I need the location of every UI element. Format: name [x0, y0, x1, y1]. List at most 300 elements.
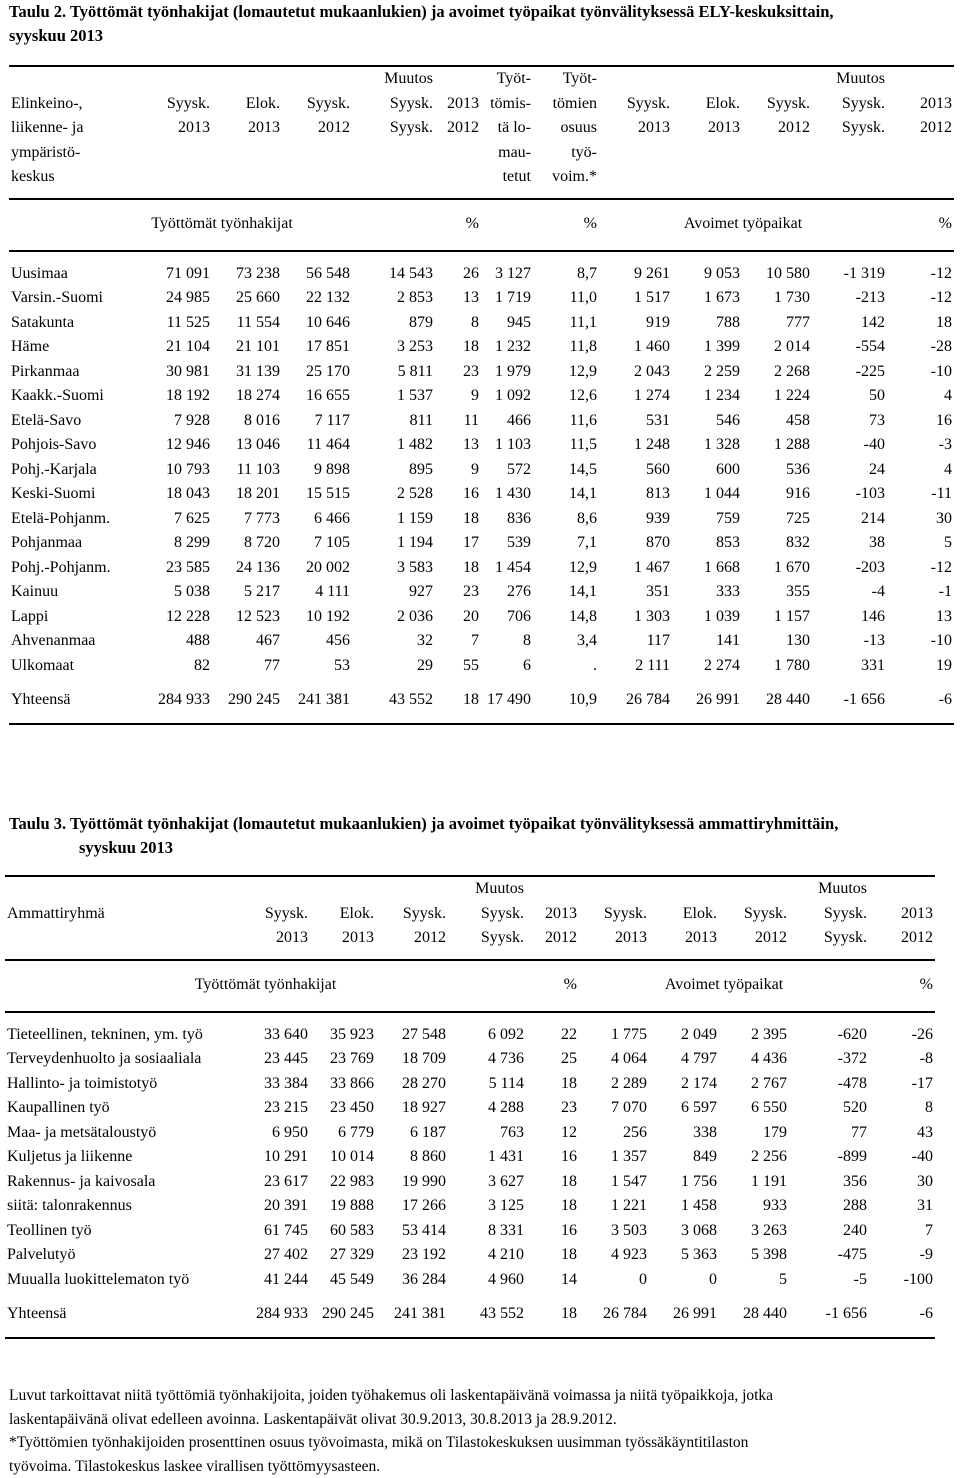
spacer-row [5, 1292, 935, 1302]
table-cell: 488 [139, 629, 212, 654]
row-label: Kaakk.-Suomi [9, 384, 139, 409]
header-cell [212, 141, 282, 166]
table-cell: 4 923 [579, 1243, 649, 1268]
table-cell: 1 756 [649, 1170, 719, 1195]
table-cell: 879 [352, 311, 435, 336]
footnote-line: Luvut tarkoittavat niitä työttömiä työnhakijoita, joiden työhakemus oli laskentapäivänä voimassa ja niitä työpaikkoja, jotka [9, 1384, 949, 1408]
table-cell: 2 853 [352, 286, 435, 311]
table-cell: 55 [435, 654, 481, 679]
table-cell: 12 [526, 1121, 579, 1146]
table-cell: 7,1 [533, 531, 599, 556]
table-cell: 17 [435, 531, 481, 556]
table-cell: 466 [481, 409, 533, 434]
header-cell: Elok. [672, 92, 742, 117]
table-cell: 10 291 [243, 1145, 310, 1170]
table-cell: 18 [526, 1194, 579, 1219]
table3 [5, 875, 935, 1339]
table2 [9, 65, 954, 725]
table-cell: 16 [526, 1219, 579, 1244]
table-cell: -899 [789, 1145, 869, 1170]
header-cell: Työt- [533, 66, 599, 92]
row-label: Muualla luokittelematon työ [5, 1268, 243, 1293]
header-cell: 2012 [282, 116, 352, 141]
table-cell: 17 266 [376, 1194, 448, 1219]
table-cell: 813 [599, 482, 672, 507]
table-cell: 919 [599, 311, 672, 336]
row-label: Terveydenhuolto ja sosiaaliala [5, 1047, 243, 1072]
header-cell: Syysk. [742, 92, 812, 117]
header-cell: Syysk. [579, 902, 649, 927]
table-cell: 3 627 [448, 1170, 526, 1195]
table-cell: 2 049 [649, 1023, 719, 1048]
band-vacancies-label: Avoimet työpaikat [579, 960, 869, 1012]
table-cell: 2 256 [719, 1145, 789, 1170]
table-row [9, 335, 954, 360]
table-cell: -11 [887, 482, 954, 507]
header-cell [212, 66, 282, 92]
header-cell [672, 141, 742, 166]
table-cell: 14,5 [533, 458, 599, 483]
table-cell: 32 [352, 629, 435, 654]
table-cell: 1 517 [599, 286, 672, 311]
table-cell: 933 [719, 1194, 789, 1219]
table-cell: 9 [435, 384, 481, 409]
table-cell: 23 450 [310, 1096, 376, 1121]
table-cell: 13 046 [212, 433, 282, 458]
table-row [9, 360, 954, 385]
total-row [5, 1302, 935, 1327]
table-cell: 1 482 [352, 433, 435, 458]
table-cell: 355 [742, 580, 812, 605]
table-cell: -103 [812, 482, 887, 507]
table-cell: 24 [812, 458, 887, 483]
header-cell [599, 141, 672, 166]
table-cell: 467 [212, 629, 282, 654]
spacer-row [5, 1327, 935, 1338]
table-row [5, 1219, 935, 1244]
table-cell: 4 [887, 384, 954, 409]
header-cell: Syysk. [812, 116, 887, 141]
table-cell: 11,1 [533, 311, 599, 336]
header-cell: Työt- [481, 66, 533, 92]
table-row [9, 433, 954, 458]
row-label: Tieteellinen, tekninen, ym. työ [5, 1023, 243, 1048]
table-cell: 82 [139, 654, 212, 679]
header-row-label: Ammattiryhmä [5, 902, 243, 927]
table3-unit-band [5, 960, 935, 1012]
table-cell: 21 104 [139, 335, 212, 360]
header-row-label [5, 876, 243, 902]
table-cell: 7 117 [282, 409, 352, 434]
header-cell [719, 876, 789, 902]
header-cell [887, 165, 954, 199]
header-row-label: liikenne- ja [9, 116, 139, 141]
total-cell: 26 991 [672, 688, 742, 713]
spacer-row [9, 713, 954, 724]
header-cell [649, 876, 719, 902]
table-cell: 35 923 [310, 1023, 376, 1048]
table-cell: -1 [887, 580, 954, 605]
header-cell: Syysk. [789, 902, 869, 927]
table-cell: 30 [869, 1170, 935, 1195]
table-cell: 12,6 [533, 384, 599, 409]
table-cell: 12 228 [139, 605, 212, 630]
table-cell: 33 384 [243, 1072, 310, 1097]
header-cell: työ- [533, 141, 599, 166]
total-cell: 28 440 [719, 1302, 789, 1327]
table-cell: 41 244 [243, 1268, 310, 1293]
table-cell: 4 736 [448, 1047, 526, 1072]
header-row [9, 116, 954, 141]
table-row [5, 1121, 935, 1146]
header-cell [672, 66, 742, 92]
table-cell: 4 [887, 458, 954, 483]
table-cell: 1 191 [719, 1170, 789, 1195]
table-row [5, 1170, 935, 1195]
table-cell: 1 234 [672, 384, 742, 409]
table-cell: 117 [599, 629, 672, 654]
table-cell: 1 194 [352, 531, 435, 556]
table-cell: 15 515 [282, 482, 352, 507]
table-cell: 2 395 [719, 1023, 789, 1048]
total-cell: 290 245 [310, 1302, 376, 1327]
table-cell: 11,6 [533, 409, 599, 434]
table-cell: 356 [789, 1170, 869, 1195]
row-label: Pohjanmaa [9, 531, 139, 556]
header-cell: Muutos [448, 876, 526, 902]
table-cell: 240 [789, 1219, 869, 1244]
table-cell: 26 [435, 262, 481, 287]
row-label: Ulkomaat [9, 654, 139, 679]
header-cell: Muutos [789, 876, 869, 902]
total-label: Yhteensä [5, 1302, 243, 1327]
table-cell: 77 [789, 1121, 869, 1146]
table-cell: 23 [435, 580, 481, 605]
table-cell: 763 [448, 1121, 526, 1146]
table-cell: 12,9 [533, 556, 599, 581]
header-cell: Muutos [352, 66, 435, 92]
table-cell: 600 [672, 458, 742, 483]
table-cell: -13 [812, 629, 887, 654]
row-label: Keski-Suomi [9, 482, 139, 507]
table-row [9, 409, 954, 434]
header-cell: 2012 [719, 926, 789, 960]
table-cell: 27 402 [243, 1243, 310, 1268]
table-cell: 2 111 [599, 654, 672, 679]
header-cell: 2013 [243, 926, 310, 960]
table-cell: 21 101 [212, 335, 282, 360]
table-cell: 141 [672, 629, 742, 654]
table-row [9, 262, 954, 287]
header-cell: Syysk. [352, 116, 435, 141]
header-cell [599, 165, 672, 199]
row-label: Rakennus- ja kaivosala [5, 1170, 243, 1195]
table-cell: 29 [352, 654, 435, 679]
header-cell: 2013 [310, 926, 376, 960]
row-label: Pirkanmaa [9, 360, 139, 385]
table-cell: 2 268 [742, 360, 812, 385]
table2-unit-band [9, 199, 954, 251]
table-cell: 19 888 [310, 1194, 376, 1219]
table-cell: 3 583 [352, 556, 435, 581]
table-cell: 22 983 [310, 1170, 376, 1195]
total-cell: -1 656 [812, 688, 887, 713]
header-cell: Syysk. [139, 92, 212, 117]
header-cell [282, 165, 352, 199]
header-cell: tä lo- [481, 116, 533, 141]
table-cell: 1 547 [579, 1170, 649, 1195]
table-cell: 14,1 [533, 482, 599, 507]
table-cell: 788 [672, 311, 742, 336]
table-cell: 3 253 [352, 335, 435, 360]
header-cell: Syysk. [376, 902, 448, 927]
table-row [9, 629, 954, 654]
table-cell: 10 646 [282, 311, 352, 336]
table-cell: 18 043 [139, 482, 212, 507]
table-cell: 18 [887, 311, 954, 336]
table-cell: 2 528 [352, 482, 435, 507]
header-cell: Elok. [212, 92, 282, 117]
table-cell: 11 554 [212, 311, 282, 336]
table2-title-line2: syyskuu 2013 [9, 24, 954, 48]
table-cell: 8 720 [212, 531, 282, 556]
header-row [5, 876, 935, 902]
header-cell [139, 165, 212, 199]
row-label: siitä: talonrakennus [5, 1194, 243, 1219]
total-cell: -1 656 [789, 1302, 869, 1327]
table-cell: 23 585 [139, 556, 212, 581]
header-cell: Syysk. [352, 92, 435, 117]
header-cell: Syysk. [282, 92, 352, 117]
table-row [9, 311, 954, 336]
table-cell: 6 187 [376, 1121, 448, 1146]
table-cell: 16 [887, 409, 954, 434]
table-cell: 2 767 [719, 1072, 789, 1097]
table-cell: 6 092 [448, 1023, 526, 1048]
table-cell: 18 [435, 507, 481, 532]
table-cell: 73 [812, 409, 887, 434]
table-cell: 1 399 [672, 335, 742, 360]
header-cell [742, 165, 812, 199]
table-cell: 276 [481, 580, 533, 605]
header-cell: 2012 [742, 116, 812, 141]
table-row [5, 1194, 935, 1219]
table-row [9, 580, 954, 605]
table-cell: -28 [887, 335, 954, 360]
table-cell: 256 [579, 1121, 649, 1146]
table-cell: 8 299 [139, 531, 212, 556]
table-cell: 7 [435, 629, 481, 654]
total-cell: 26 784 [579, 1302, 649, 1327]
table2-title-line1: Taulu 2. Työttömät työnhakijat (lomautetut mukaanlukien) ja avoimet työpaikat työnvälityksessä ELY-keskuksittain, [9, 2, 834, 21]
header-cell [212, 165, 282, 199]
table-cell: 31 139 [212, 360, 282, 385]
table-cell: 10 014 [310, 1145, 376, 1170]
table-cell: 8 [435, 311, 481, 336]
header-row [5, 926, 935, 960]
table-cell: 5 363 [649, 1243, 719, 1268]
table-cell: 17 851 [282, 335, 352, 360]
table-cell: 7 928 [139, 409, 212, 434]
table-cell: -12 [887, 262, 954, 287]
header-cell [352, 141, 435, 166]
table-cell: 2 274 [672, 654, 742, 679]
header-cell: 2012 [435, 116, 481, 141]
table-cell: 331 [812, 654, 887, 679]
table-cell: 7 [869, 1219, 935, 1244]
table-cell: 6 550 [719, 1096, 789, 1121]
table-cell: 13 [435, 286, 481, 311]
header-cell: 2013 [887, 92, 954, 117]
header-cell: Syysk. [789, 926, 869, 960]
table-cell: 50 [812, 384, 887, 409]
header-cell: 2013 [579, 926, 649, 960]
table-cell: 18 [526, 1170, 579, 1195]
header-cell [435, 165, 481, 199]
table-cell: 1 328 [672, 433, 742, 458]
table-cell: 4 797 [649, 1047, 719, 1072]
table-cell: 6 [481, 654, 533, 679]
header-cell: 2013 [435, 92, 481, 117]
row-label: Kuljetus ja liikenne [5, 1145, 243, 1170]
header-row-label: ympäristö- [9, 141, 139, 166]
table-row [9, 507, 954, 532]
table-cell: 0 [579, 1268, 649, 1293]
table-cell: 539 [481, 531, 533, 556]
table-cell: 20 391 [243, 1194, 310, 1219]
table-cell: 536 [742, 458, 812, 483]
header-cell [887, 66, 954, 92]
row-label: Uusimaa [9, 262, 139, 287]
table-cell: 853 [672, 531, 742, 556]
table3-body [5, 1012, 935, 1338]
table-cell: 288 [789, 1194, 869, 1219]
table-cell: 8 331 [448, 1219, 526, 1244]
table-cell: -1 319 [812, 262, 887, 287]
table-cell: 31 [869, 1194, 935, 1219]
header-cell [599, 66, 672, 92]
table-cell: 811 [352, 409, 435, 434]
table-cell: -213 [812, 286, 887, 311]
table-cell: 9 898 [282, 458, 352, 483]
table-cell: 23 617 [243, 1170, 310, 1195]
table-cell: 23 769 [310, 1047, 376, 1072]
table-cell: 53 414 [376, 1219, 448, 1244]
table-cell: 338 [649, 1121, 719, 1146]
table-cell: 870 [599, 531, 672, 556]
table-cell: -554 [812, 335, 887, 360]
table-cell: -3 [887, 433, 954, 458]
table-cell: 18 201 [212, 482, 282, 507]
table-cell: 18 [526, 1243, 579, 1268]
header-row [9, 92, 954, 117]
table-cell: 3 263 [719, 1219, 789, 1244]
band-percent-label: % [533, 199, 599, 251]
table-cell: 1 274 [599, 384, 672, 409]
table-cell: 18 927 [376, 1096, 448, 1121]
header-cell: 2013 [599, 116, 672, 141]
table-cell: 3 503 [579, 1219, 649, 1244]
band-percent-label: % [869, 960, 935, 1012]
header-cell: Syysk. [448, 902, 526, 927]
header-cell: Syysk. [719, 902, 789, 927]
table-cell: -8 [869, 1047, 935, 1072]
table-cell: 2 174 [649, 1072, 719, 1097]
header-cell [435, 141, 481, 166]
table-cell: 24 136 [212, 556, 282, 581]
row-label: Palvelutyö [5, 1243, 243, 1268]
header-cell: 2012 [376, 926, 448, 960]
header-cell [376, 876, 448, 902]
table-row [5, 1047, 935, 1072]
table2-header [9, 66, 954, 199]
total-cell: 43 552 [448, 1302, 526, 1327]
table-cell: -372 [789, 1047, 869, 1072]
table-cell: 333 [672, 580, 742, 605]
total-cell: 17 490 [481, 688, 533, 713]
header-cell: Syysk. [599, 92, 672, 117]
total-cell: 18 [435, 688, 481, 713]
table-cell: 179 [719, 1121, 789, 1146]
table-cell: 23 192 [376, 1243, 448, 1268]
table-cell: -475 [789, 1243, 869, 1268]
footnote [9, 1384, 949, 1478]
table-cell: 11 [435, 409, 481, 434]
header-cell [742, 141, 812, 166]
table-cell: 8,7 [533, 262, 599, 287]
table-cell: 19 990 [376, 1170, 448, 1195]
table-cell: 146 [812, 605, 887, 630]
table2-title [9, 0, 954, 48]
table-cell: 14,8 [533, 605, 599, 630]
table-cell: 777 [742, 311, 812, 336]
table-cell: 895 [352, 458, 435, 483]
band-vacancies-label: Avoimet työpaikat [599, 199, 887, 251]
table-cell: -620 [789, 1023, 869, 1048]
table-cell: 25 170 [282, 360, 352, 385]
table-cell: 2 014 [742, 335, 812, 360]
table-cell: 1 044 [672, 482, 742, 507]
header-row [9, 165, 954, 199]
header-cell: 2012 [887, 116, 954, 141]
header-cell [310, 876, 376, 902]
table-cell: 1 431 [448, 1145, 526, 1170]
table-cell: 16 [435, 482, 481, 507]
table-row [5, 1145, 935, 1170]
table-cell: 4 064 [579, 1047, 649, 1072]
band-unemployed-label: Työttömät työnhakijat [5, 960, 526, 1012]
table3-title-line2: syyskuu 2013 [9, 836, 954, 860]
table-cell: 3 068 [649, 1219, 719, 1244]
header-cell: mau- [481, 141, 533, 166]
table-cell: 8 016 [212, 409, 282, 434]
table-row [9, 458, 954, 483]
band-percent-label: % [435, 199, 481, 251]
table-cell: 25 [526, 1047, 579, 1072]
table2-body [9, 251, 954, 724]
row-label: Kaupallinen työ [5, 1096, 243, 1121]
table-cell: 927 [352, 580, 435, 605]
table-cell: 2 259 [672, 360, 742, 385]
table-cell: 7 105 [282, 531, 352, 556]
table-cell: 1 467 [599, 556, 672, 581]
table-cell: 130 [742, 629, 812, 654]
table-cell: 56 548 [282, 262, 352, 287]
table-row [5, 1268, 935, 1293]
table-cell: 8 [869, 1096, 935, 1121]
table-cell: 836 [481, 507, 533, 532]
header-cell: Muutos [812, 66, 887, 92]
